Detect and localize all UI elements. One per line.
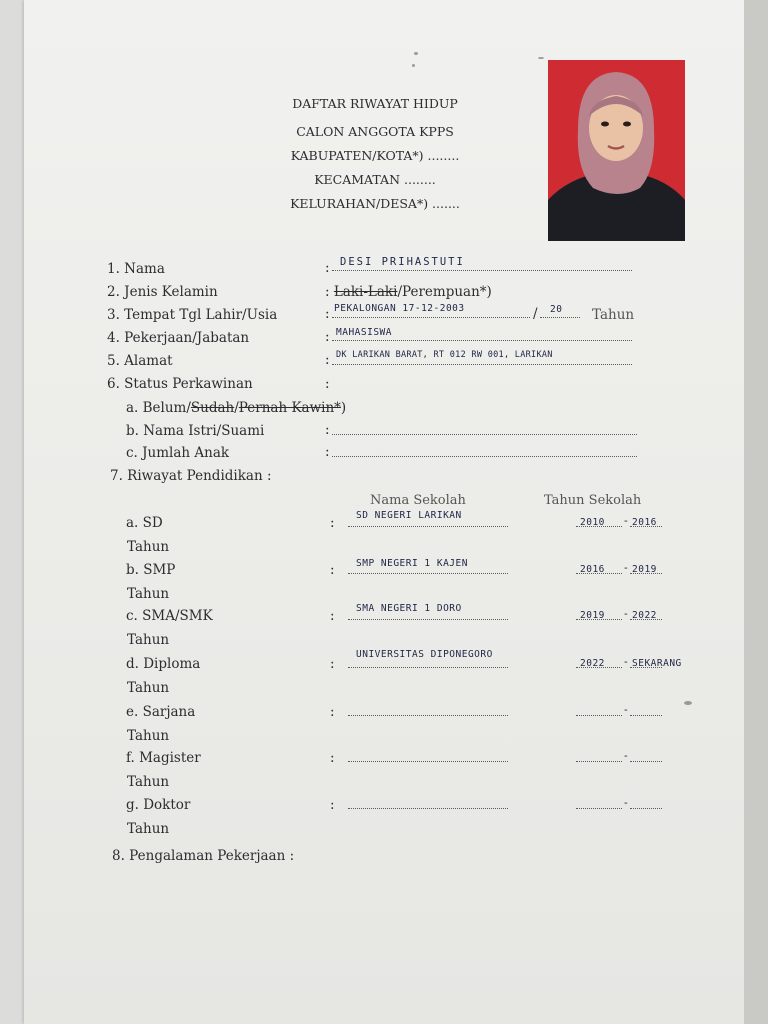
year-dash: - [624,514,628,527]
colon: : [325,422,330,438]
colon: : [330,704,335,720]
ttl-label: 3. Tempat Tgl Lahir/Usia [107,307,278,323]
scan-speck [412,64,415,67]
colon: : [325,260,330,276]
pernah-kawin-option-struck: Pernah Kawin* [238,400,341,416]
status-label: 6. Status Perkawinan [107,376,253,392]
year-from-dotted-line [576,808,622,809]
age-value: 20 [550,304,563,315]
education-level-label: d. Diploma [126,656,201,672]
jenis-kelamin-label: 2. Jenis Kelamin [107,284,218,300]
year-dash: - [624,796,628,809]
year-to-dotted-line [630,715,662,716]
colon: : [325,329,330,345]
year-to-dotted-line [630,808,662,809]
tahun-label: Tahun [127,821,170,837]
nama-label: 1. Nama [107,261,165,277]
year-from-value: 2016 [580,564,605,575]
education-level-label: f. Magister [126,750,201,766]
education-level-label: g. Doktor [126,797,191,813]
year-to-value: 2016 [632,517,657,528]
scan-speck [414,52,418,55]
jumlah-anak-label: c. Jumlah Anak [126,445,230,461]
year-from-value: 2010 [580,517,605,528]
pengalaman-label: 8. Pengalaman Pekerjaan : [112,848,295,864]
laki-laki-option-struck: Laki-Laki [333,284,398,300]
slash: / [533,306,538,322]
year-dash: - [624,607,628,620]
colon: : [330,750,335,766]
year-from-dotted-line [576,715,622,716]
portrait-illustration [548,60,685,241]
pekerjaan-dotted-line [332,340,632,341]
document-title-block [250,92,500,216]
education-level-label: b. SMP [126,562,176,578]
year-dash: - [624,655,628,668]
school-dotted-line [348,715,508,716]
school-name-value: SMA NEGERI 1 DORO [356,603,462,614]
document-title: DAFTAR RIWAYAT HIDUP [292,96,458,111]
alamat-value: DK LARIKAN BARAT, RT 012 RW 001, LARIKAN [336,350,553,360]
pekerjaan-value: MAHASISWA [336,327,392,338]
education-level-label: a. SD [126,515,163,531]
year-to-value: SEKARANG [632,658,682,669]
page-edge [744,0,768,1024]
year-dash: - [624,703,628,716]
year-from-value: 2022 [580,658,605,669]
colon: : [325,352,330,368]
colon: : [325,306,330,322]
tahun-sekolah-header: Tahun Sekolah [544,493,642,508]
tahun-label: Tahun [127,632,170,648]
sudah-option-struck: Sudah [190,400,235,416]
jumlah-anak-dotted-line [332,456,637,457]
nama-value: DESI PRIHASTUTI [340,256,465,268]
status-a-line [126,402,346,416]
school-dotted-line [348,761,508,762]
education-level-label: e. Sarjana [126,704,196,720]
colon: : [325,444,330,460]
jenis-kelamin-options: : Laki-Laki/Perempuan*) [325,284,492,300]
year-to-value: 2019 [632,564,657,575]
scan-speck [538,57,544,59]
year-dash: - [624,749,628,762]
age-dotted-line [540,317,580,318]
separator: / [234,400,239,416]
school-dotted-line [348,526,508,527]
tahun-label: Tahun [127,680,170,696]
ttl-dotted-line [332,317,530,318]
colon: : [330,608,335,624]
year-to-value: 2022 [632,610,657,621]
year-to-dotted-line [630,761,662,762]
kelurahan-line: KELURAHAN/DESA*) ....... [290,196,460,211]
colon: : [330,562,335,578]
school-dotted-line [348,667,508,668]
kecamatan-line: KECAMATAN ........ [314,172,436,187]
year-from-dotted-line [576,761,622,762]
colon: : [330,656,335,672]
ttl-value: PEKALONGAN 17-12-2003 [334,303,465,314]
applicant-photo [548,60,685,241]
alamat-dotted-line [332,364,632,365]
document-subtitle: CALON ANGGOTA KPPS [296,124,454,139]
school-name-value: UNIVERSITAS DIPONEGORO [356,649,493,660]
education-level-label: c. SMA/SMK [126,608,213,624]
year-dash: - [624,561,628,574]
tahun-label: Tahun [127,774,170,790]
alamat-label: 5. Alamat [107,353,173,369]
nama-istri-suami-dotted-line [332,434,637,435]
tahun-label: Tahun [127,539,170,555]
paren: ) [340,400,347,416]
nama-sekolah-header: Nama Sekolah [370,493,466,508]
colon: : [330,797,335,813]
pendidikan-label: 7. Riwayat Pendidikan : [110,468,272,484]
school-dotted-line [348,573,508,574]
school-name-value: SMP NEGERI 1 KAJEN [356,558,468,569]
nama-istri-suami-label: b. Nama Istri/Suami [126,423,265,439]
nama-dotted-line [332,270,632,271]
pekerjaan-label: 4. Pekerjaan/Jabatan [107,330,250,346]
belum-option: a. Belum/ [126,400,191,416]
colon: : [325,376,330,392]
year-from-value: 2019 [580,610,605,621]
kabupaten-line: KABUPATEN/KOTA*) ........ [290,148,460,163]
school-name-value: SD NEGERI LARIKAN [356,510,462,521]
school-dotted-line [348,808,508,809]
perempuan-option: /Perempuan*) [397,284,492,300]
tahun-label: Tahun [127,586,170,602]
scan-speck [684,701,692,705]
colon: : [330,515,335,531]
tahun-label: Tahun [127,728,170,744]
age-unit: Tahun [592,307,635,323]
school-dotted-line [348,619,508,620]
